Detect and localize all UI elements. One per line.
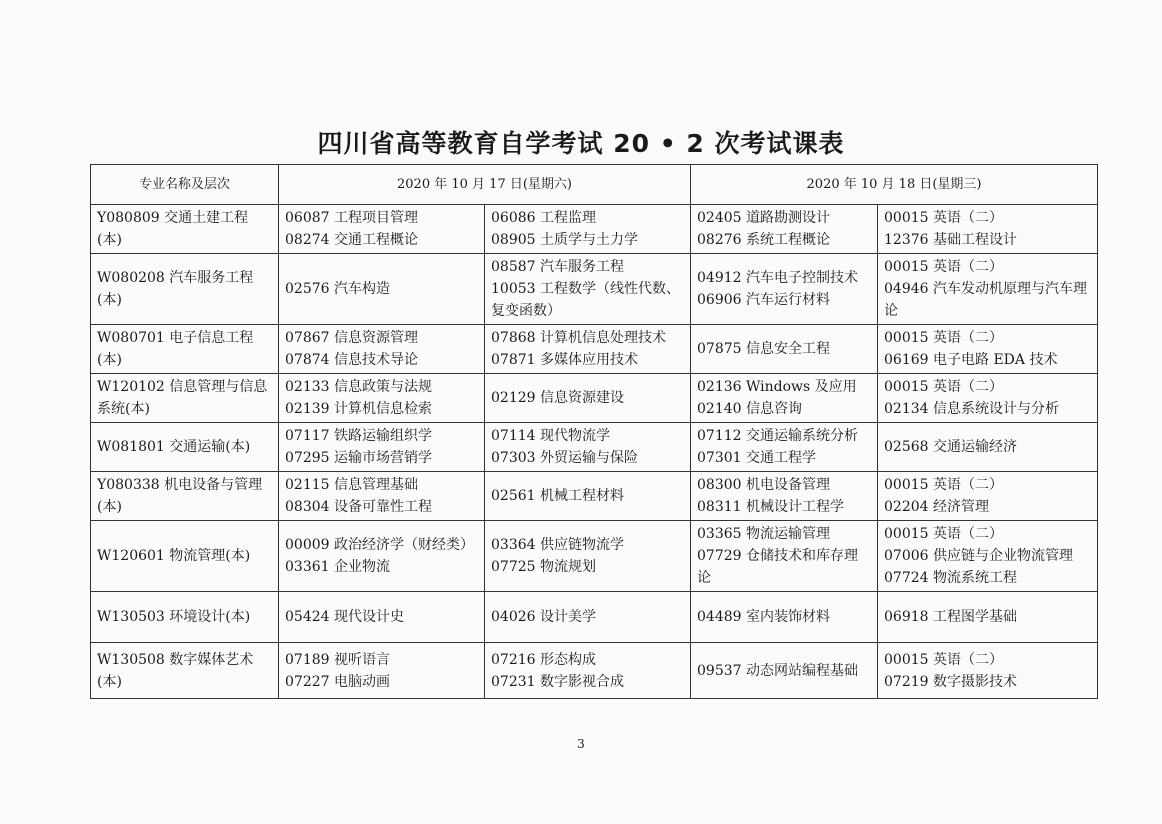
page-number: 3 [577, 737, 585, 751]
table-row [91, 472, 1098, 521]
table-row [91, 423, 1098, 472]
day2-slot1-cell [691, 254, 878, 325]
cell-line-text: 00015 英语（二） [884, 651, 1004, 668]
day1-slot2-cell [485, 374, 691, 423]
cell-line-text: W081801 交通运输(本) [97, 439, 251, 455]
cell-line-text: 02136 Windows 及应用 [697, 379, 857, 395]
cell-line-text: 08300 机电设备管理 [697, 477, 831, 493]
day2-slot1-cell [691, 423, 878, 472]
day1-slot2-cell [485, 423, 691, 472]
header-day1: 2020 年 10 月 17 日(星期六) [279, 165, 691, 205]
major-cell [91, 205, 279, 254]
cell-line-text: 08276 系统工程概论 [697, 232, 831, 248]
table-row [91, 521, 1098, 592]
cell-line-text: 00015 英语（二） [884, 330, 1004, 346]
cell-line-text: W130508 数字媒体艺术(本) [97, 651, 254, 690]
cell-line-text: 00015 英语（二） [884, 259, 1004, 275]
cell-line-text: 05424 现代设计史 [285, 609, 404, 625]
cell-line-text: 06169 电子电路 EDA 技术 [884, 352, 1058, 368]
day2-slot2-cell [878, 325, 1098, 374]
day1-slot2-cell [485, 472, 691, 521]
cell-line-text: 12376 基础工程设计 [884, 232, 1018, 248]
header-day2: 2020 年 10 月 18 日(星期三) [691, 165, 1098, 205]
major-cell [91, 643, 279, 699]
cell-line-text: 02576 汽车构造 [285, 281, 390, 297]
day1-slot1-cell [279, 325, 485, 374]
day2-slot1-cell [691, 325, 878, 374]
day1-slot1-cell [279, 205, 485, 254]
cell-line-text: 04946 汽车发动机原理与汽车理论 [884, 281, 1088, 319]
cell-line-text: 08311 机械设计工程学 [697, 499, 845, 515]
cell-line-text: 07724 物流系统工程 [884, 570, 1018, 586]
day2-slot2-cell [878, 205, 1098, 254]
cell-line-text: 08304 设备可靠性工程 [285, 499, 432, 515]
table-row [91, 205, 1098, 254]
cell-line-text: 00015 英语（二） [884, 210, 1004, 226]
day1-slot1-cell [279, 254, 485, 325]
major-cell [91, 472, 279, 521]
table-row [91, 254, 1098, 325]
table-row [91, 643, 1098, 699]
day1-slot2-cell [485, 592, 691, 643]
day2-slot2-cell [878, 521, 1098, 592]
cell-line-text: 07219 数字摄影技术 [884, 673, 1018, 690]
day1-slot2-cell [485, 254, 691, 325]
cell-line-text: 04489 室内装饰材料 [697, 609, 831, 625]
cell-line-text: 07868 计算机信息处理技术 [491, 330, 666, 346]
cell-line-text: 02139 计算机信息检索 [285, 401, 432, 417]
day1-slot2-cell [485, 325, 691, 374]
cell-line-text: W120102 信息管理与信息系统(本) [97, 379, 268, 417]
cell-line-text: 07725 物流规划 [491, 559, 596, 575]
cell-line-text: 07216 形态构成 [491, 651, 596, 668]
day2-slot2-cell [878, 472, 1098, 521]
day2-slot1-cell [691, 521, 878, 592]
cell-line-text: 02204 经济管理 [884, 499, 990, 515]
cell-line-text: 02561 机械工程材料 [491, 488, 624, 504]
cell-line-text: 06918 工程图学基础 [884, 609, 1018, 625]
day1-slot2-cell [485, 205, 691, 254]
cell-line-text: 07114 现代物流学 [491, 428, 610, 444]
day2-slot1-cell [691, 592, 878, 643]
cell-line-text: 06087 工程项目管理 [285, 210, 418, 226]
header-major: 专业名称及层次 [91, 165, 279, 205]
cell-line-text: 02405 道路勘测设计 [697, 210, 831, 226]
cell-line-text: 07295 运输市场营销学 [285, 450, 432, 466]
cell-line-text: 08274 交通工程概论 [285, 232, 418, 248]
cell-line-text: 10053 工程数学（线性代数、复变函数） [491, 281, 680, 319]
cell-line-text: 07189 视听语言 [285, 651, 390, 668]
cell-line-text: 06086 工程监理 [491, 210, 596, 226]
day1-slot1-cell [279, 643, 485, 699]
cell-line-text: W130503 环境设计(本) [97, 609, 251, 625]
cell-line-text: 07112 交通运输系统分析 [697, 428, 859, 444]
table-row [91, 592, 1098, 643]
day1-slot2-cell [485, 643, 691, 699]
cell-line-text: 02133 信息政策与法规 [285, 379, 432, 395]
day2-slot2-cell [878, 254, 1098, 325]
table-row [91, 325, 1098, 374]
day1-slot1-cell [279, 374, 485, 423]
header-row [91, 165, 1098, 205]
cell-line-text: W080208 汽车服务工程(本) [97, 270, 254, 308]
major-cell [91, 521, 279, 592]
day2-slot2-cell [878, 423, 1098, 472]
cell-line-text: 07227 电脑动画 [285, 673, 390, 690]
cell-line-text: 03365 物流运输管理 [697, 526, 831, 542]
cell-line-text: 00015 英语（二） [884, 526, 1004, 542]
cell-line-text: 08905 土质学与土力学 [491, 232, 638, 248]
cell-line-text: 07867 信息资源管理 [285, 330, 418, 346]
major-cell [91, 325, 279, 374]
exam-schedule-table [90, 164, 1098, 699]
cell-line-text: 07303 外贸运输与保险 [491, 450, 638, 466]
cell-line-text: 02140 信息咨询 [697, 401, 803, 417]
cell-line-text: Y080809 交通土建工程(本) [97, 210, 249, 248]
cell-line-text: 02134 信息系统设计与分析 [884, 401, 1060, 417]
major-cell [91, 374, 279, 423]
day1-slot1-cell [279, 472, 485, 521]
cell-line-text: 02115 信息管理基础 [285, 477, 418, 493]
day1-slot2-cell [485, 521, 691, 592]
day2-slot1-cell [691, 205, 878, 254]
major-cell [91, 592, 279, 643]
cell-line-text: 03364 供应链物流学 [491, 537, 624, 553]
cell-line-text: W120601 物流管理(本) [97, 548, 251, 564]
cell-line-text: 04026 设计美学 [491, 609, 596, 625]
cell-line-text: 07871 多媒体应用技术 [491, 352, 638, 368]
cell-line-text: 06906 汽车运行材料 [697, 292, 831, 308]
major-cell [91, 254, 279, 325]
cell-line-text: 07874 信息技术导论 [285, 352, 418, 368]
cell-line-text: 00009 政治经济学（财经类） [285, 537, 474, 553]
day2-slot2-cell [878, 592, 1098, 643]
cell-line-text: 00015 英语（二） [884, 477, 1004, 493]
cell-line-text: W080701 电子信息工程(本) [97, 330, 254, 368]
cell-line-text: 00015 英语（二） [884, 379, 1004, 395]
day2-slot1-cell [691, 643, 878, 699]
cell-line-text: Y080338 机电设备与管理(本) [97, 477, 263, 515]
cell-line-text: 07729 仓储技术和库存理论 [697, 548, 859, 586]
cell-line-text: 08587 汽车服务工程 [491, 259, 624, 275]
cell-line-text: 02568 交通运输经济 [884, 439, 1018, 455]
day2-slot1-cell [691, 472, 878, 521]
cell-line-text: 07301 交通工程学 [697, 450, 817, 466]
cell-line-text: 07006 供应链与企业物流管理 [884, 548, 1074, 564]
cell-line-text: 07875 信息安全工程 [697, 341, 831, 357]
cell-line-text: 07117 铁路运输组织学 [285, 428, 432, 444]
cell-line-text: 03361 企业物流 [285, 559, 390, 575]
day2-slot2-cell [878, 643, 1098, 699]
page-title: 四川省高等教育自学考试 20 • 2 次考试课表 [317, 129, 845, 158]
day1-slot1-cell [279, 521, 485, 592]
day2-slot2-cell [878, 374, 1098, 423]
cell-line-text: 04912 汽车电子控制技术 [697, 270, 859, 286]
day2-slot1-cell [691, 374, 878, 423]
table-row [91, 374, 1098, 423]
major-cell [91, 423, 279, 472]
cell-line-text: 02129 信息资源建设 [491, 390, 624, 406]
cell-line-text: 09537 动态网站编程基础 [697, 662, 859, 679]
day1-slot1-cell [279, 592, 485, 643]
day1-slot1-cell [279, 423, 485, 472]
cell-line-text: 07231 数字影视合成 [491, 673, 624, 690]
